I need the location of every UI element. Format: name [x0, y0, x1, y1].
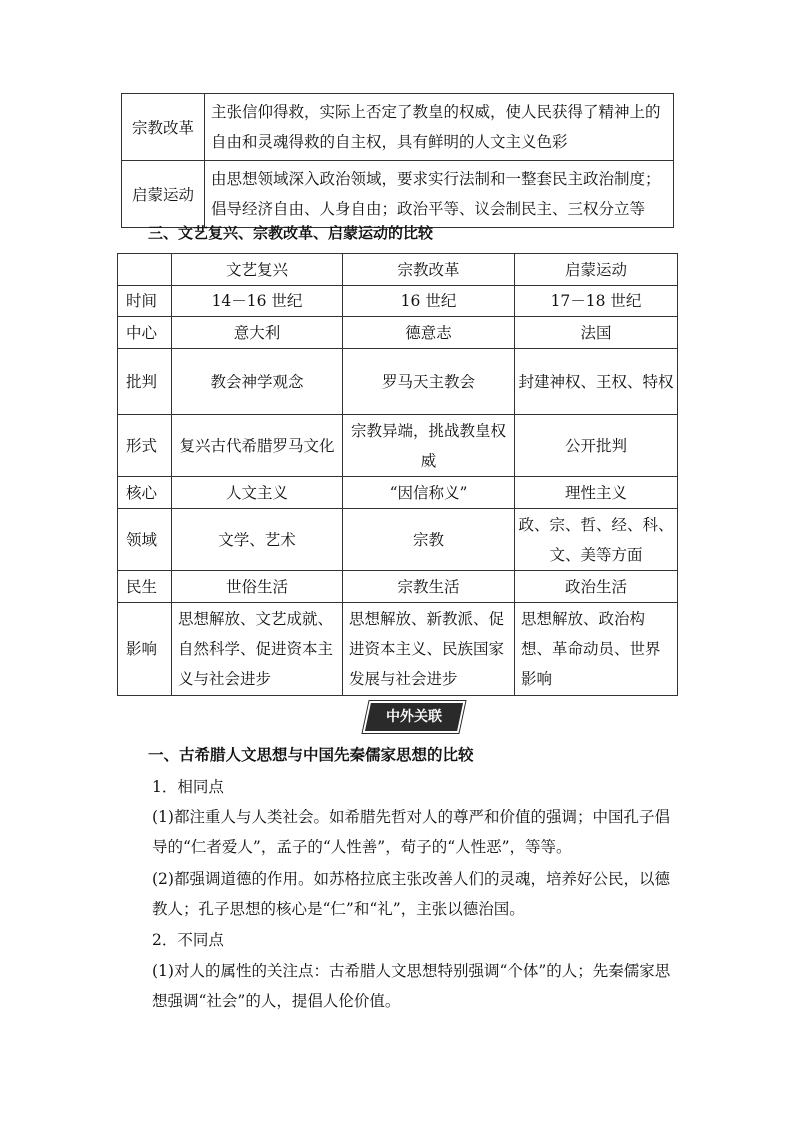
row-header: 民生: [118, 571, 172, 603]
section-badge: [365, 703, 463, 731]
comparison-table: [117, 253, 678, 696]
table-row: [118, 415, 678, 477]
row-label: 启蒙运动: [122, 161, 205, 228]
table-row: [118, 477, 678, 509]
row-text: 主张信仰得救，实际上否定了教皇的权威，使人民获得了精神上的自由和灵魂得救的自主权，具有鲜明的人文主义色彩: [205, 94, 674, 161]
paragraph: (1)都注重人与人类社会。如希腊先哲对人的尊严和价值的强调；中国孔子倡导的“仁者爱人”，孟子的“人性善”，荀子的“人性恶”，等等。: [152, 808, 670, 856]
table-cell: 宗教异端，挑战教皇权威: [343, 415, 515, 477]
table-cell: 法国: [515, 317, 678, 349]
table-cell: 思想解放、文艺成就、自然科学、促进资本主义与社会进步: [172, 603, 343, 696]
table-cell: 宗教生活: [343, 571, 515, 603]
badge-label: 中外关联: [386, 709, 442, 725]
header-cell: 启蒙运动: [515, 254, 678, 286]
header-cell: 宗教改革: [343, 254, 515, 286]
table-cell: 世俗生活: [172, 571, 343, 603]
row-header: 领域: [118, 509, 172, 571]
header-cell: 文艺复兴: [172, 254, 343, 286]
row-text: 由思想领域深入政治领域，要求实行法制和一整套民主政治制度；倡导经济自由、人身自由；政治平等、议会制民主、三权分立等: [205, 161, 674, 228]
table-cell: 文学、艺术: [172, 509, 343, 571]
table-cell: 思想解放、新教派、促进资本主义、民族国家发展与社会进步: [343, 603, 515, 696]
row-header: 中心: [118, 317, 172, 349]
table-cell: 宗教: [343, 509, 515, 571]
table-cell: 政治生活: [515, 571, 678, 603]
table-header-row: [118, 254, 678, 286]
table-row: [122, 161, 674, 228]
table-cell: 公开批判: [515, 415, 678, 477]
row-header: 批判: [118, 349, 172, 415]
subheading: 1．相同点: [152, 778, 224, 796]
section-title: 三、文艺复兴、宗教改革、启蒙运动的比较: [148, 224, 434, 242]
table-cell: 政、宗、哲、经、科、文、美等方面: [515, 509, 678, 571]
subheading: 2．不同点: [152, 931, 224, 949]
row-header: 影响: [118, 603, 172, 696]
row-label: 宗教改革: [122, 94, 205, 161]
table-cell: 理性主义: [515, 477, 678, 509]
table-row: [118, 603, 678, 696]
table-cell: 意大利: [172, 317, 343, 349]
table-cell: “因信称义”: [343, 477, 515, 509]
table-cell: 人文主义: [172, 477, 343, 509]
table-cell: 思想解放、政治构想、革命动员、世界影响: [515, 603, 678, 696]
row-header: 核心: [118, 477, 172, 509]
table-row: [118, 349, 678, 415]
table-row: [118, 571, 678, 603]
paragraph: (2)都强调道德的作用。如苏格拉底主张改善人们的灵魂，培养好公民，以德教人；孔子思想的核心是“仁”和“礼”，主张以德治国。: [152, 870, 670, 918]
table-row: [118, 317, 678, 349]
table-cell: 17－18 世纪: [515, 286, 678, 317]
table-row: [122, 94, 674, 161]
row-header: 时间: [118, 286, 172, 317]
table-cell: 复兴古代希腊罗马文化: [172, 415, 343, 477]
table-row: [118, 286, 678, 317]
table-cell: 封建神权、王权、特权: [515, 349, 678, 415]
table-cell: 16 世纪: [343, 286, 515, 317]
table-cell: 14－16 世纪: [172, 286, 343, 317]
table-cell: 罗马天主教会: [343, 349, 515, 415]
table-cell: 德意志: [343, 317, 515, 349]
paragraph: (1)对人的属性的关注点：古希腊人文思想特别强调“个体”的人；先秦儒家思想强调“社会”的人，提倡人伦价值。: [152, 962, 671, 1010]
section-title: 一、古希腊人文思想与中国先秦儒家思想的比较: [148, 745, 474, 764]
header-cell: [118, 254, 172, 286]
table-row: [118, 509, 678, 571]
row-header: 形式: [118, 415, 172, 477]
reformation-enlightenment-table: [121, 93, 674, 228]
table-cell: 教会神学观念: [172, 349, 343, 415]
